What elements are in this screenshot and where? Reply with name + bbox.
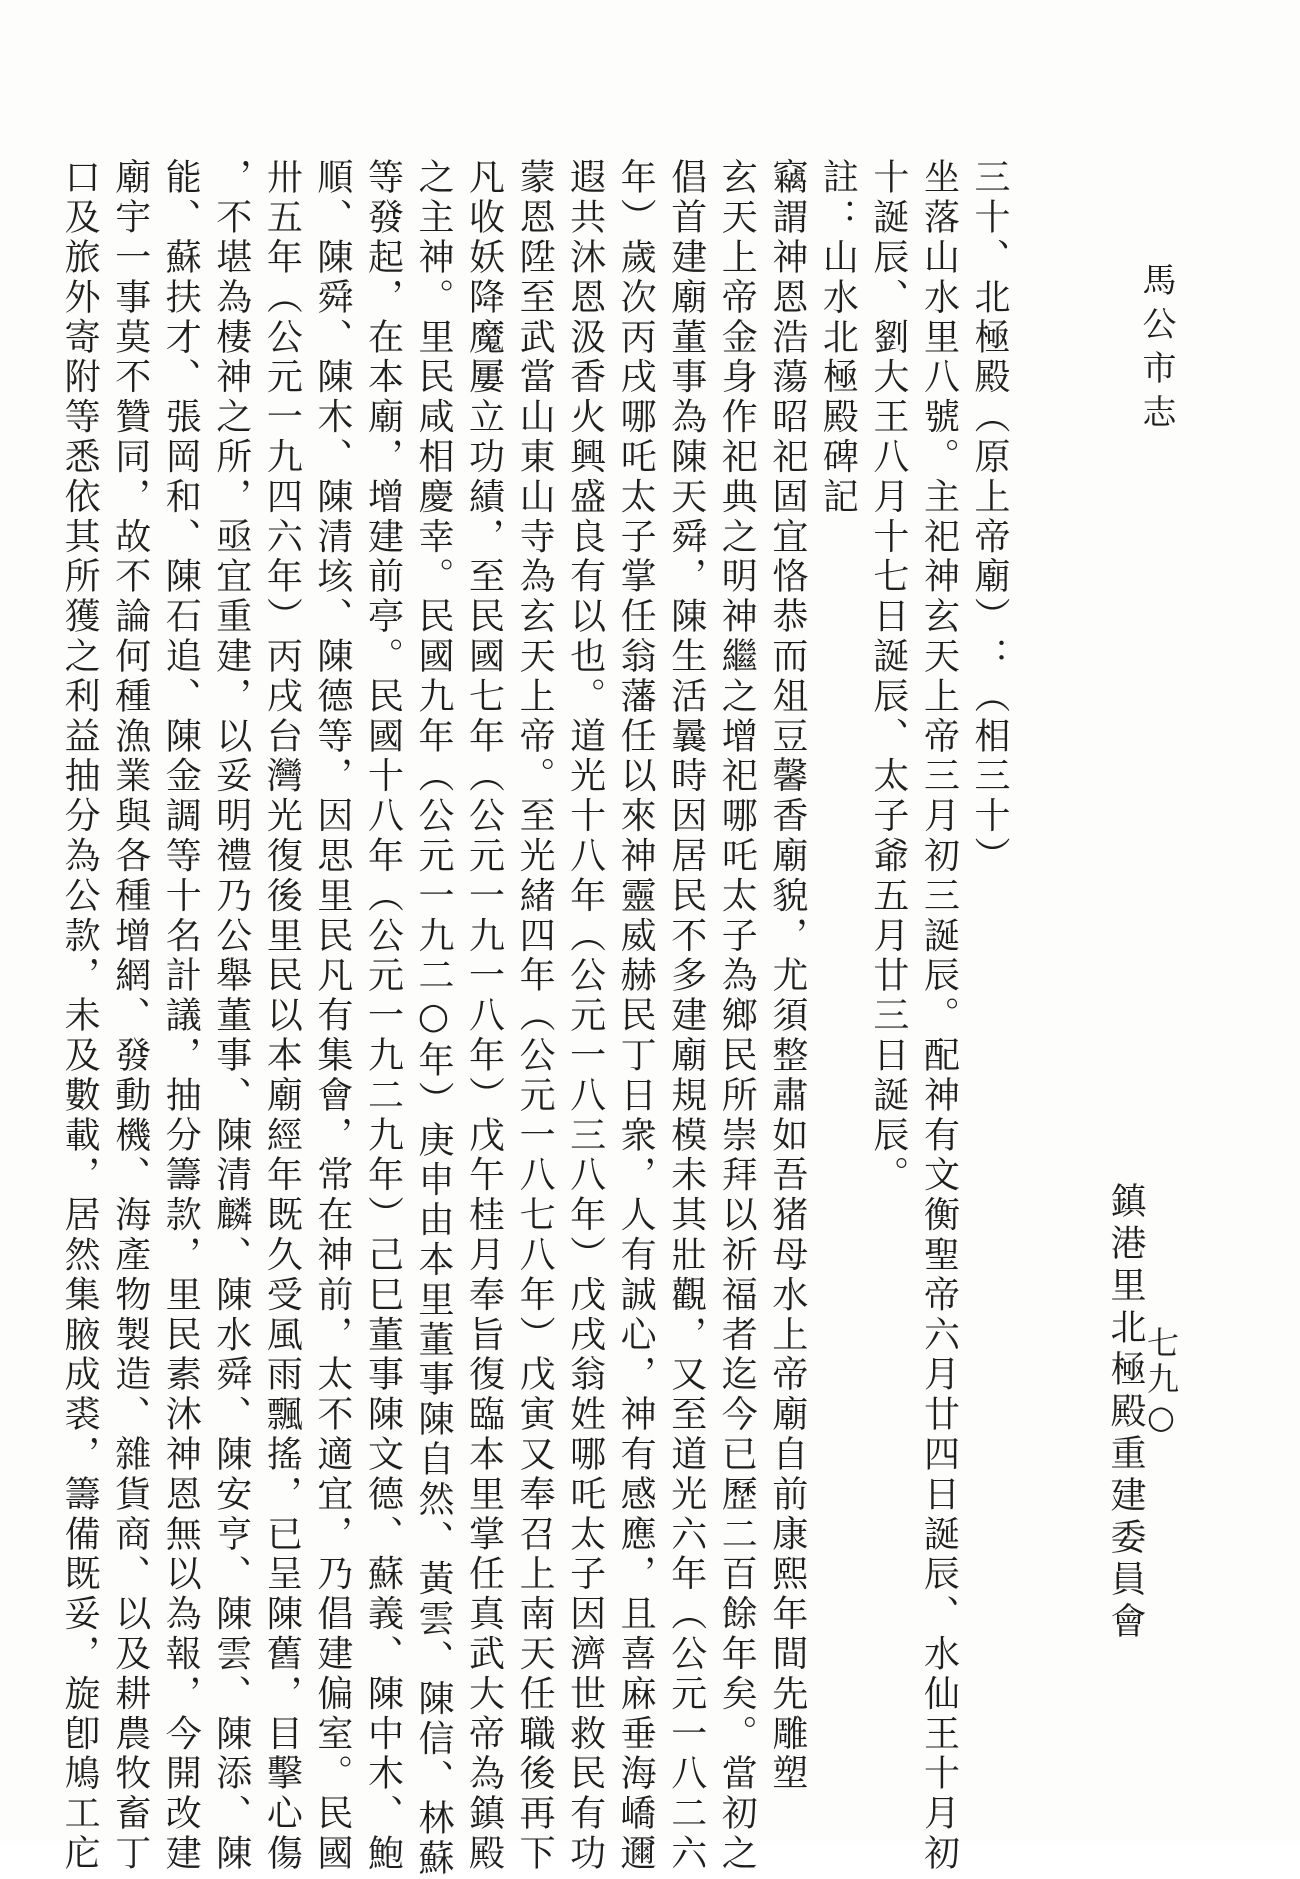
body-text <box>59 158 1012 1879</box>
text-column: 順、陳舜、陳木、陳清垓、陳德等，因思里民凡有集會，常在神前，太不適宜，乃倡建偏室。民國 <box>311 158 353 1874</box>
text-column: 蒙恩陞至武當山東山寺為玄天上帝。至光緒四年（公元一八七八年）戊寅又奉召上南天任職後再下 <box>514 158 556 1874</box>
text-column: 註：山水北極殿碑記 <box>817 158 859 518</box>
text-column: 十誕辰、劉大王八月十七日誕辰、太子爺五月廿三日誕辰。 <box>867 158 909 1196</box>
text-column: 倡首建廟董事為陳天舜，陳生活曩時因居民不多建廟規模未其壯觀，又至道光六年（公元一八二六 <box>665 158 707 1874</box>
text-column: 口及旅外寄附等悉依其所獲之利益抽分為公款，未及數載，居然集腋成裘，籌備既妥，旋卽鳩工庀 <box>59 158 101 1874</box>
page-number: 七九○ <box>1142 1326 1180 1440</box>
text-column: 之主神。里民咸相慶幸。民國九年（公元一九二○年）庚申由本里董事陳自然、黃雲、陳信、林蘇 <box>412 158 454 1879</box>
text-column: 坐落山水里八號。主祀神玄天上帝三月初三誕辰。配神有文衡聖帝六月廿四日誕辰、水仙王十月初 <box>918 158 960 1874</box>
text-column: 卅五年（公元一九四六年）丙戌台灣光復後里民以本廟經年既久受風雨飄搖，已呈陳舊，目擊心傷 <box>261 158 303 1874</box>
text-column: 竊謂神恩浩蕩昭祀固宜恪恭而俎豆馨香廟貌，尤須整肅如吾猪母水上帝廟自前康熙年間先雕塑 <box>766 158 808 1794</box>
text-column: 年）歲次丙戌哪吒太子掌任翁藩任以來神靈威赫民丁日衆，人有誠心，神有感應，且喜麻垂海嶠邇 <box>615 158 657 1874</box>
text-column: ，不堪為棲神之所，亟宜重建，以妥明禮乃公舉董事、陳清麟、陳水舜、陳安亨、陳雲、陳添、陳 <box>210 158 252 1874</box>
text-column: 遐共沐恩汲香火興盛良有以也。道光十八年（公元一八三八年）戊戌翁姓哪吒太子因濟世救民有功 <box>564 158 606 1874</box>
text-column: 三十、北極殿（原上帝廟）：（相三十） <box>969 158 1010 877</box>
text-column: 凡收妖降魔屢立功績，至民國七年（公元一九一八年）戊午桂月奉旨復臨本里掌任真武大帝為鎮殿 <box>463 158 505 1874</box>
text-column: 能、蘇扶才、張岡和、陳石追、陳金調等十名計議，抽分籌款，里民素沐神恩無以為報，今開改建 <box>160 158 202 1874</box>
section-label: 鎮港里北極殿重建委員會 <box>1105 1182 1146 1644</box>
text-column: 等發起，在本廟，增建前亭。民國十八年（公元一九二九年）己巳董事陳文德、蘇義、陳中木、鮑 <box>362 158 404 1874</box>
book-title: 馬公市志 <box>1136 262 1176 438</box>
text-column: 玄天上帝金身作祀典之明神繼之增祀哪吒太子為鄉民所崇拜以祈福者迄今已歷二百餘年矣。當初之 <box>716 158 758 1874</box>
text-column: 廟宇一事莫不贊同，故不論何種漁業與各種增網、發動機、海產物製造、雜貨商、以及耕農牧畜丁 <box>109 158 151 1874</box>
